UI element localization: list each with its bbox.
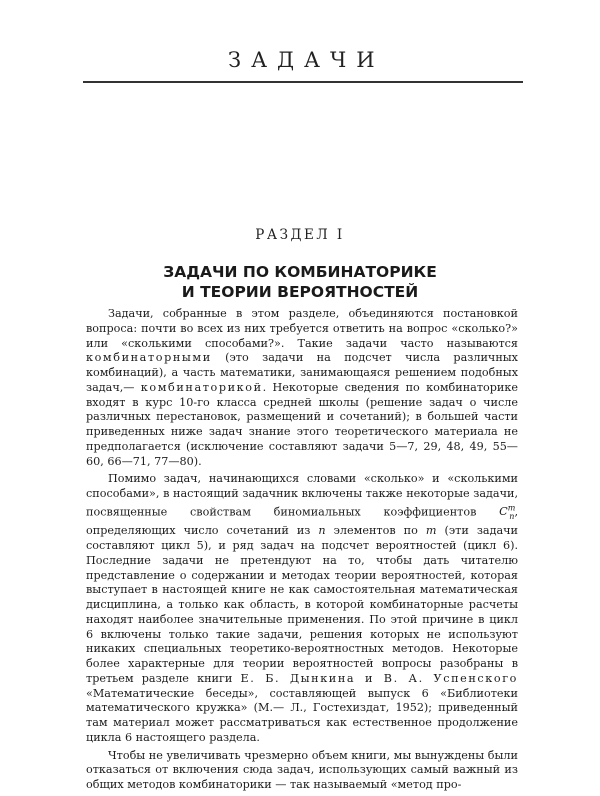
emphasis-authors: Е. Б. Дынкина и В. А. Успенского [240, 671, 519, 685]
formula-base: C [499, 505, 508, 519]
variable-m: m [425, 524, 437, 538]
emphasis-combinatorics: комбинаторикой [140, 380, 263, 394]
section-title-line-1: ЗАДАЧИ ПО КОМБИНАТОРИКЕ [163, 263, 437, 281]
paragraph-2-text-e: «Математические беседы», составляющей выпуск 6 «Библиотеки математического кружка» (М.— Л., Гостехиздат, 1952); приведенный там материал может рассматриваться как естественное продолжение цикла 6 настоящего раздела. [86, 686, 518, 744]
section-title [0, 262, 600, 302]
paragraph-3-text: Чтобы не увеличивать чрезмерно объем книги, мы вынуждены были отказаться от включения сюда задач, использующих самый важный из общих методов комбинаторики — так называемый «метод про- [86, 748, 518, 792]
paragraph-2-text-b: , определяющих число сочетаний из [86, 505, 518, 538]
paragraph-2 [86, 472, 518, 745]
formula-superscript: m [507, 503, 516, 513]
section-title-line-2: И ТЕОРИИ ВЕРОЯТНОСТЕЙ [181, 283, 419, 301]
header-divider [83, 81, 523, 83]
paragraph-3 [86, 749, 518, 793]
binomial-formula [499, 503, 516, 521]
paragraph-2-text-d: (эти задачи составляют цикл 5), и ряд задач на подсчет вероятностей (цикл 6). Последние задачи не претендуют на то, чтобы дать читателю представление о содержании и методах теории вероятностей, которая выступает в настоящей книге не как самостоятельная математическая дисциплина, а только как область, в которой комбинаторные расчеты находят наиболее значительные применения. По этой причине в цикл 6 включены только такие задачи, решения которых не используют никаких специальных теоретико-вероятностных методов. Некоторые более характерные для теории вероятностей вопросы разобраны в третьем разделе книги [86, 524, 519, 685]
section-label: РАЗДЕЛ I [255, 227, 345, 243]
paragraph-1-text-c: . Некоторые сведения по комбинаторике входят в курс 10-го класса средней школы (решение задач о числе различных перестановок, размещений и сочетаний); в большей части приведенных ниже задач знание этого теоретического материала не предполагается (исключение составляют задачи 5—7, 29, 48, 49, 55—60, 66—71, 77—80). [86, 380, 518, 468]
paragraph-1-text-b: (это задачи на подсчет числа различных комбинаций), а часть математики, занимающаяся решением подобных задач,— [86, 351, 518, 394]
paragraph-1-text-a: Задачи, собранные в этом разделе, объединяются постановкой вопроса: почти во всех из них требуется ответить на вопрос «сколько?» или «сколькими способами?». Такие задачи часто называются [86, 307, 518, 350]
paragraph-2-text-a: Помимо задач, начинающихся словами «сколько» и «сколькими способами», в настоящий задачник включены также некоторые задачи, посвященные свойствам биномиальных коэффициентов [86, 472, 518, 519]
page-header-title: ЗАДАЧИ [228, 48, 385, 72]
variable-n: n [318, 524, 326, 538]
formula-subscript: n [509, 511, 515, 521]
paragraph-2-text-c: элементов по [325, 524, 426, 538]
body-text [86, 307, 518, 796]
emphasis-combinatorial: комбинаторными [86, 351, 212, 365]
paragraph-1 [86, 307, 518, 469]
